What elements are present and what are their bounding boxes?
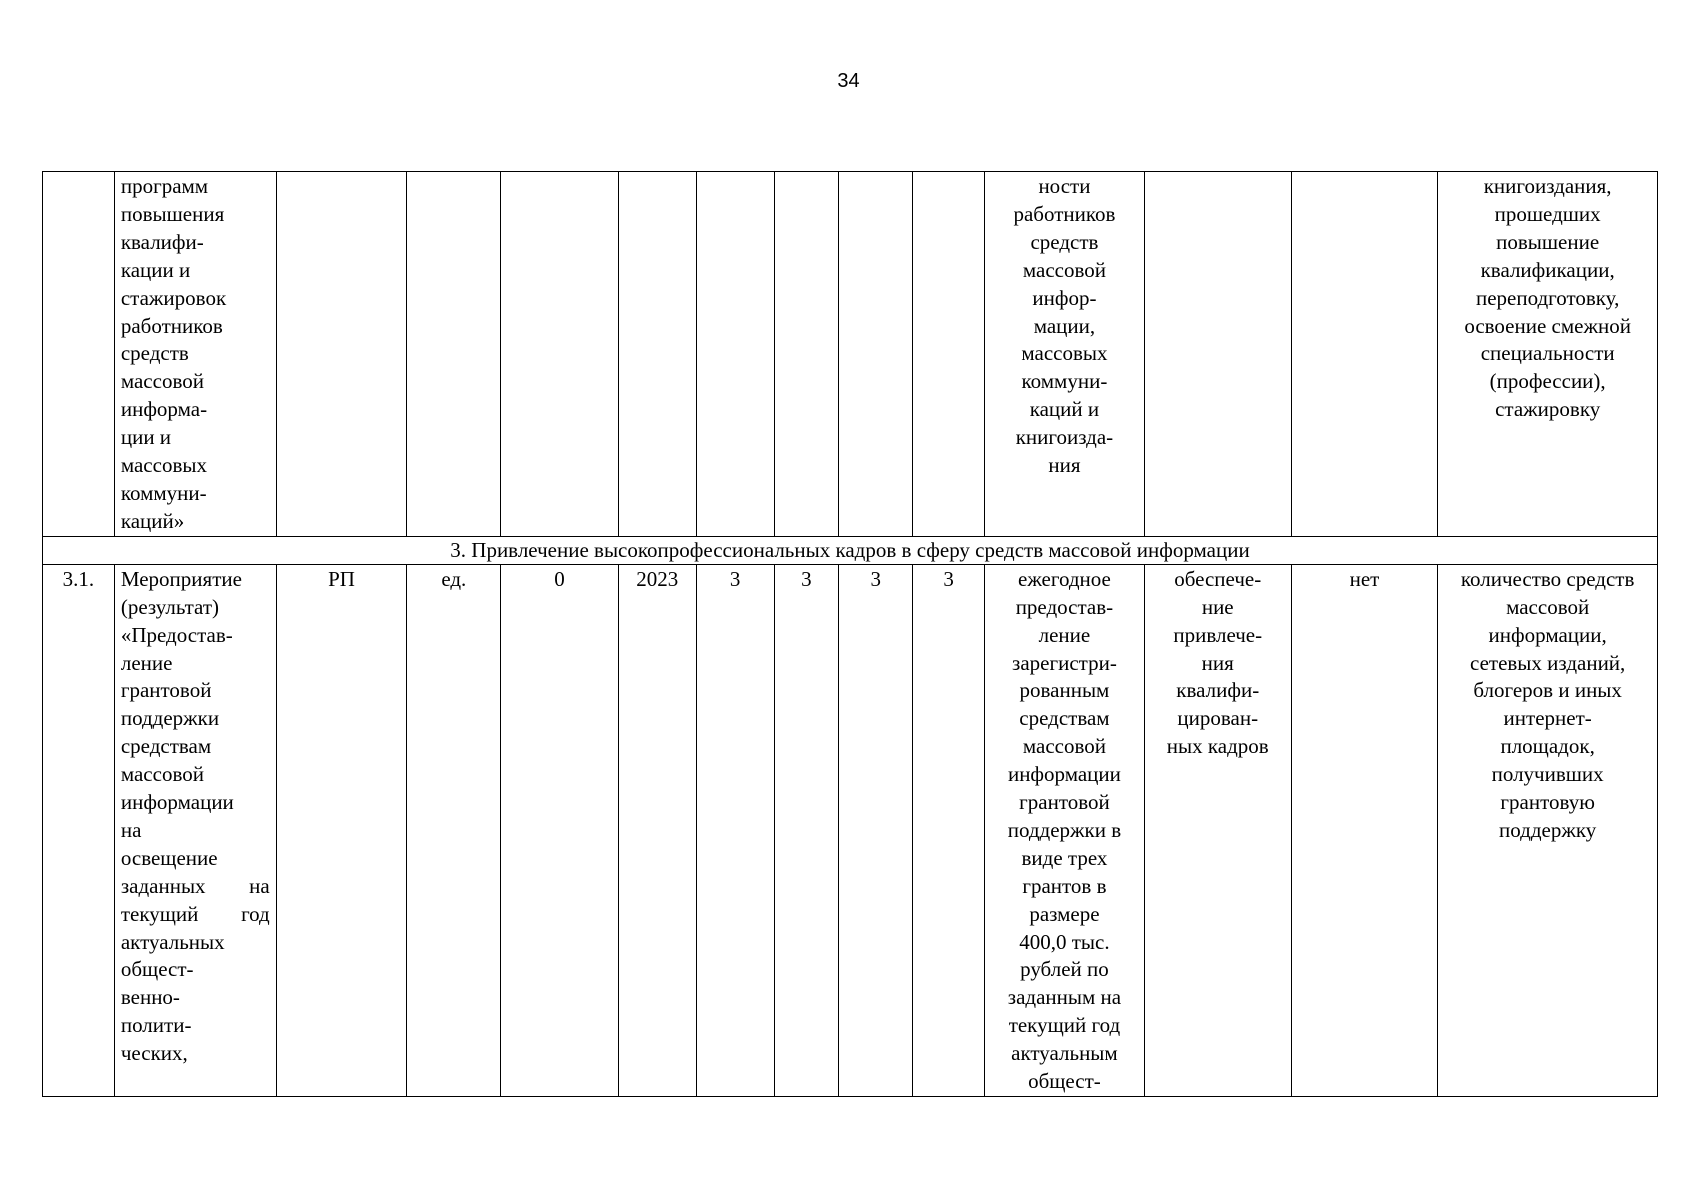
characteristic-text: ежегодное предостав- ление зарегистри- рованным средствам массовой информации грантовой поддержки в виде трех грантов в размере 400,0 тыс. рублей по заданным на текущий год актуальным общест- bbox=[1007, 566, 1122, 1094]
cell-unit bbox=[407, 172, 501, 537]
cell-measure-name bbox=[114, 172, 276, 537]
cell-base-value bbox=[501, 172, 618, 537]
cell-value-3: 3 bbox=[839, 564, 913, 1096]
cell-link bbox=[1144, 172, 1291, 537]
cell-characteristic bbox=[985, 172, 1145, 537]
cell-indicator bbox=[1438, 172, 1658, 537]
measure-name-text: программ повышения квалифи- кации и стажировок работников средств массовой информа- ции и массовых коммуни- каций» bbox=[120, 174, 227, 533]
measure-name-tail: актуальных общест- венно- полити- ческих, bbox=[120, 929, 225, 1066]
cell-type bbox=[276, 172, 407, 537]
measure-name-word: текущий bbox=[120, 901, 199, 926]
characteristic-text: ности работников средств массовой инфор- мации, массовых коммуни- каций и книгоизда- ния bbox=[1013, 174, 1116, 478]
cell-value-2: 3 bbox=[774, 564, 839, 1096]
cell-value-1 bbox=[696, 172, 774, 537]
section-row bbox=[43, 536, 1658, 564]
page-number: 34 bbox=[837, 70, 860, 92]
cell-base-year bbox=[618, 172, 696, 537]
cell-other: нет bbox=[1291, 564, 1438, 1096]
cell-value-4: 3 bbox=[913, 564, 985, 1096]
cell-characteristic bbox=[985, 564, 1145, 1096]
indicator-text: количество средств массовой информации, сетевых изданий, блогеров и иных интернет- площадок, получивших грантовую поддержку bbox=[1460, 566, 1635, 842]
measure-name-word: на bbox=[249, 873, 270, 898]
cell-type: РП bbox=[276, 564, 407, 1096]
cell-value-1: 3 bbox=[696, 564, 774, 1096]
section-title: 3. Привлечение высокопрофессиональных кадров в сферу средств массовой информации bbox=[43, 536, 1658, 564]
cell-value-2 bbox=[774, 172, 839, 537]
row-3-1 bbox=[43, 564, 1658, 1096]
cell-other bbox=[1291, 172, 1438, 537]
cell-value-4 bbox=[913, 172, 985, 537]
measure-name-word: год bbox=[241, 901, 270, 926]
link-text: обеспече- ние привлече- ния квалифи- цирован- ных кадров bbox=[1166, 566, 1269, 759]
continued-row bbox=[43, 172, 1658, 537]
cell-number bbox=[43, 172, 115, 537]
cell-measure-name bbox=[114, 564, 276, 1096]
measure-name-text: Мероприятие (результат) «Предостав- ление грантовой поддержки средствам массовой информации на освещение bbox=[120, 566, 242, 870]
measure-name-line-justified bbox=[121, 873, 270, 901]
cell-unit: ед. bbox=[407, 564, 501, 1096]
cell-base-year: 2023 bbox=[618, 564, 696, 1096]
cell-number: 3.1. bbox=[43, 564, 115, 1096]
cell-link bbox=[1144, 564, 1291, 1096]
cell-value-3 bbox=[839, 172, 913, 537]
measure-name-word: заданных bbox=[120, 873, 206, 898]
measure-name-line-justified bbox=[121, 901, 270, 929]
indicator-text: книгоиздания, прошедших повышение квалификации, переподготовку, освоение смежной специальности (профессии), стажировку bbox=[1464, 174, 1631, 422]
cell-indicator bbox=[1438, 564, 1658, 1096]
measures-table bbox=[42, 171, 1658, 1097]
cell-base-value: 0 bbox=[501, 564, 618, 1096]
